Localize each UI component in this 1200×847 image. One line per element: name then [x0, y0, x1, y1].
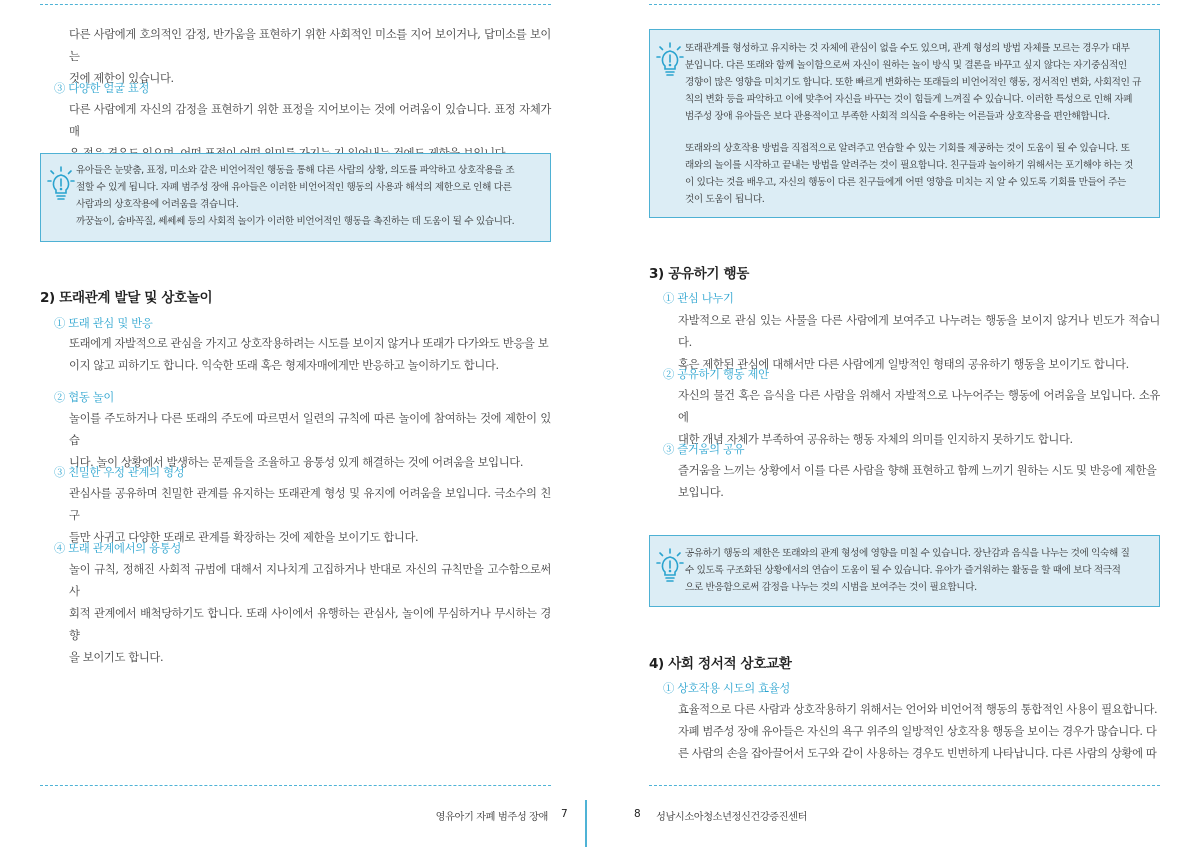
- text-line: 른 사람의 손을 잡아끌어서 도구와 같이 사용하는 경우도 빈번하게 나타납니다. 다른 사람의 상황에 따: [678, 747, 1157, 760]
- tip-text: [685, 545, 1147, 596]
- text-line: 자폐 범주성 장애 유아들은 자신의 욕구 위주의 일방적인 상호작용 행동을 보이는 경우가 많습니다. 다: [678, 725, 1157, 738]
- text-line: 사람과의 상호작용에 어려움을 겪습니다.: [76, 199, 239, 210]
- text-line: 놀이 규칙, 정해진 사회적 규범에 대해서 지나치게 고집하거나 반대로 자신의 규칙만을 고수함으로써 사: [69, 563, 551, 598]
- text-line: 자발적으로 관심 있는 사물을 다른 사람에게 보여주고 나누려는 행동을 보이지 않거나 빈도가 적습니다.: [678, 314, 1160, 349]
- footer-title: 영유아기 자폐 범주성 장애: [435, 812, 548, 823]
- top-rule-left: [40, 4, 551, 5]
- footer-title: 성남시소아청소년정신건강증진센터: [656, 812, 808, 823]
- tip-text: [685, 40, 1147, 208]
- text-line: 절할 수 있게 됩니다. 자폐 범주성 장애 유아들은 이러한 비언어적인 행동의 사용과 해석의 제한으로 인해 다른: [76, 182, 512, 193]
- section-title: 3) 공유하기 행동: [649, 266, 749, 282]
- text-line: 이 있다는 것을 배우고, 자신의 행동이 다른 친구들에게 어떤 영향을 미치는 지 알 수 있도록 기회를 만들어 주는: [685, 177, 1126, 188]
- bottom-rule-left: [40, 785, 551, 786]
- text-line: 자신의 물건 혹은 음식을 다른 사람을 위해서 자발적으로 나누어주는 행동에 어려움을 보입니다. 소유에: [678, 389, 1160, 424]
- item-body: [678, 385, 1160, 451]
- text-line: 니다. 놀이 상황에서 발생하는 문제들을 조율하고 융통성 있게 해결하는 것에 어려움을 보입니다.: [69, 456, 524, 469]
- item-title: ① 또래 관심 및 반응: [54, 317, 153, 330]
- text-line: 또래관계를 형성하고 유지하는 것 자체에 관심이 없을 수도 있으며, 관계 형성의 방법 자체를 모르는 경우가 대부: [685, 43, 1130, 54]
- item-title: ④ 또래 관계에서의 융통성: [54, 542, 181, 555]
- item-title: ② 협동 놀이: [54, 391, 115, 404]
- text-line: 또래에게 자발적으로 관심을 가지고 상호작용하려는 시도를 보이지 않거나 또래가 다가와도 반응을 보: [69, 337, 549, 350]
- text-line: 범주성 장애 유아들은 보다 관용적이고 부족한 사회적 의식을 수용하는 어른들과 상호작용을 편안해합니다.: [685, 111, 1110, 122]
- text-line: 까꿍놀이, 숨바꼭질, 쎄쎄쎄 등의 사회적 놀이가 이러한 비언어적인 행동을 촉진하는 데 도움이 될 수 있습니다.: [76, 216, 515, 227]
- spacer: [685, 125, 1147, 140]
- item-body: [678, 699, 1160, 765]
- text-line: 경향이 많은 영향을 미치기도 합니다. 또한 빠르게 변화하는 또래들의 비언어적인 행동, 정서적인 변화, 사회적인 규: [685, 77, 1142, 88]
- item-title: ① 상호작용 시도의 효율성: [663, 682, 790, 695]
- text-line: 것에 제한이 있습니다.: [69, 72, 174, 85]
- text-line: 이지 않고 피하기도 합니다. 익숙한 또래 혹은 형제자매에게만 반응하고 놀이하기도 합니다.: [69, 359, 499, 372]
- tip-box: [649, 535, 1160, 607]
- item-title: ③ 즐거움의 공유: [663, 443, 745, 456]
- text-line: 즐거움을 느끼는 상황에서 이를 다른 사람을 향해 표현하고 함께 느끼기 원하는 시도 및 반응에 제한을: [678, 464, 1157, 477]
- text-line: 혹은 제한된 관심에 대해서만 다른 사람에게 일방적인 형태의 공유하기 행동을 보이기도 합니다.: [678, 358, 1129, 371]
- page-number: 7: [561, 808, 568, 820]
- lightbulb-icon: [656, 42, 684, 78]
- text-line: 회적 관계에서 배척당하기도 합니다. 또래 사이에서 유행하는 관심사, 놀이에 무심하거나 무시하는 경향: [69, 607, 551, 642]
- page-divider: [585, 800, 587, 847]
- page-number: 8: [634, 808, 641, 820]
- text-line: 을 보이기도 합니다.: [69, 651, 164, 664]
- lightbulb-icon: [656, 548, 684, 584]
- bottom-rule-right: [649, 785, 1160, 786]
- text-line: 수 있도록 구조화된 상황에서의 연습이 도움이 될 수 있습니다. 유아가 즐거워하는 활동을 할 때에 보다 적극적: [685, 565, 1121, 576]
- item-title: ① 관심 나누기: [663, 292, 734, 305]
- text-line: 보입니다.: [678, 486, 724, 499]
- text-line: 들만 사귀고 다양한 또래로 관계를 확장하는 것에 제한을 보이기도 합니다.: [69, 531, 419, 544]
- item-title: ② 공유하기 행동 제안: [663, 368, 769, 381]
- text-line: 효율적으로 다른 사람과 상호작용하기 위해서는 언어와 비언어적 행동의 통합적인 사용이 필요합니다.: [678, 703, 1158, 716]
- tip-box: [40, 153, 551, 242]
- section-title: 2) 또래관계 발달 및 상호놀이: [40, 290, 213, 306]
- text-line: 또래와의 상호작용 방법을 직접적으로 알려주고 연습할 수 있는 기회를 제공하는 것이 도움이 될 수 있습니다. 또: [685, 143, 1130, 154]
- text-line: 래와의 놀이를 시작하고 끝내는 방법을 알려주는 것이 필요합니다. 친구들과 놀이하기 위해서는 포기해야 하는 것: [685, 160, 1134, 171]
- section-title: 4) 사회 정서적 상호교환: [649, 656, 792, 672]
- text-line: 것이 도움이 됩니다.: [685, 194, 765, 205]
- text-line: 다른 사람에게 자신의 감정을 표현하기 위한 표정을 지어보이는 것에 어려움이 있습니다. 표정 자체가 매: [69, 103, 551, 138]
- item-body: [69, 559, 551, 669]
- tip-text: [76, 162, 538, 230]
- text-line: 분입니다. 다른 또래와 함께 놀이함으로써 자신이 원하는 놀이 방식 및 결론을 바꾸고 싶지 않다는 자기중심적인: [685, 60, 1127, 71]
- tip-box: [649, 29, 1160, 218]
- text-line: 다른 사람에게 호의적인 감정, 반가움을 표현하기 위한 사회적인 미소를 지어 보이거나, 답미소를 보이는: [69, 28, 551, 63]
- item-body: [69, 333, 551, 377]
- text-line: 공유하기 행동의 제한은 또래와의 관계 형성에 영향을 미칠 수 있습니다. 장난감과 음식을 나누는 것에 익숙해 질: [685, 548, 1130, 559]
- top-rule-right: [649, 4, 1160, 5]
- text-line: 유아들은 눈맞춤, 표정, 미소와 같은 비언어적인 행동을 통해 다른 사람의 상황, 의도를 파악하고 상호작용을 조: [76, 165, 515, 176]
- text-line: 대한 개념 자체가 부족하여 공유하는 행동 자체의 의미를 인지하지 못하기도 합니다.: [678, 433, 1073, 446]
- lightbulb-icon: [47, 166, 75, 202]
- text-line: 놀이를 주도하거나 다른 또래의 주도에 따르면서 일련의 규칙에 따른 놀이에 참여하는 것에 제한이 있습: [69, 412, 551, 447]
- item-title: ③ 친밀한 우정 관계의 형성: [54, 466, 185, 479]
- text-line: 관심사를 공유하며 친밀한 관계를 유지하는 또래관계 형성 및 유지에 어려움을 보입니다. 극소수의 친구: [69, 487, 551, 522]
- item-body: [678, 460, 1160, 504]
- text-line: 칙의 변화 등을 파악하고 이에 맞추어 자신을 바꾸는 것이 힘들게 느껴질 수 있습니다. 이러한 특성으로 인해 자폐: [685, 94, 1133, 105]
- text-line: 으로 반응함으로써 감정을 나누는 것의 시범을 보여주는 것이 필요합니다.: [685, 582, 977, 593]
- item-title: ③ 다양한 얼굴 표정: [54, 82, 150, 95]
